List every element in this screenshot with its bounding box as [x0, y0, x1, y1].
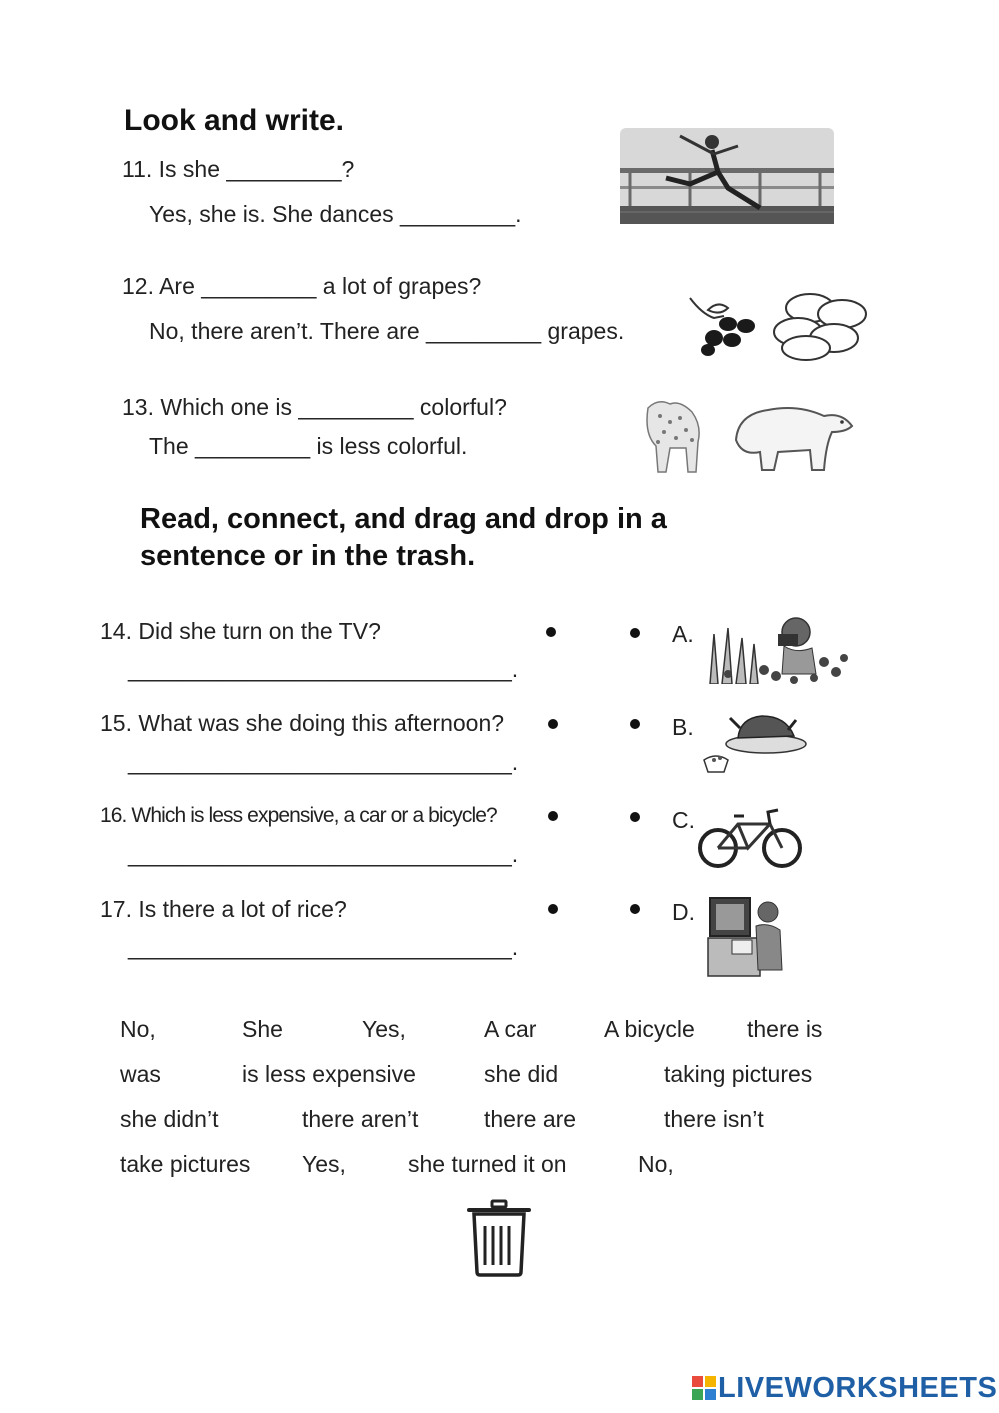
- answer-slot-15[interactable]: ______________________________.: [128, 749, 519, 775]
- option-letter-a: A.: [672, 621, 694, 647]
- word-bank-item[interactable]: there aren’t: [302, 1106, 419, 1132]
- word-bank-item[interactable]: was: [120, 1061, 161, 1087]
- photographer-picture: [704, 614, 850, 684]
- word-bank-item[interactable]: No,: [120, 1016, 156, 1042]
- connect-dot-left-17[interactable]: [548, 904, 558, 914]
- trash-icon[interactable]: [466, 1198, 532, 1278]
- section-title-look-and-write: Look and write.: [124, 104, 345, 137]
- word-bank-item[interactable]: A car: [484, 1016, 537, 1042]
- answer-11: Yes, she is. She dances _________.: [149, 201, 522, 227]
- question-14: 14. Did she turn on the TV?: [100, 618, 381, 644]
- dancer-picture: [620, 128, 834, 224]
- connect-dot-right-c[interactable]: [630, 812, 640, 822]
- lemons-picture: [770, 290, 870, 362]
- word-bank-item[interactable]: Yes,: [362, 1016, 406, 1042]
- word-bank-item[interactable]: she didn’t: [120, 1106, 219, 1132]
- word-bank-item[interactable]: she turned it on: [408, 1151, 567, 1177]
- liveworksheets-brand: LIVEWORKSHEETS: [718, 1372, 998, 1404]
- connect-dot-left-15[interactable]: [548, 719, 558, 729]
- tv-girl-picture: [706, 894, 788, 978]
- connect-dot-right-b[interactable]: [630, 719, 640, 729]
- answer-slot-16[interactable]: ______________________________.: [128, 841, 519, 867]
- option-letter-d: D.: [672, 899, 695, 925]
- section-title-connect-line2: sentence or in the trash.: [140, 540, 476, 572]
- word-bank-item[interactable]: she did: [484, 1061, 559, 1087]
- question-12: 12. Are _________ a lot of grapes?: [122, 273, 482, 299]
- roast-turkey-picture: [700, 708, 810, 780]
- word-bank-item[interactable]: No,: [638, 1151, 674, 1177]
- answer-13: The _________ is less colorful.: [149, 433, 468, 459]
- leopard-picture: [640, 398, 706, 476]
- connect-dot-right-d[interactable]: [630, 904, 640, 914]
- connect-dot-right-a[interactable]: [630, 628, 640, 638]
- grapes-picture: [684, 294, 760, 358]
- question-15: 15. What was she doing this afternoon?: [100, 710, 505, 736]
- word-bank-item[interactable]: A bicycle: [604, 1016, 695, 1042]
- word-bank-item[interactable]: there are: [484, 1106, 577, 1132]
- word-bank-item[interactable]: there is: [747, 1016, 823, 1042]
- section-title-connect-line1: Read, connect, and drag and drop in a: [140, 503, 667, 535]
- bicycle-picture: [698, 806, 804, 868]
- question-13: 13. Which one is _________ colorful?: [122, 394, 507, 420]
- answer-12: No, there aren’t. There are _________ grapes.: [149, 318, 625, 344]
- question-17: 17. Is there a lot of rice?: [100, 896, 347, 922]
- word-bank-item[interactable]: is less expensive: [242, 1061, 416, 1087]
- option-letter-c: C.: [672, 807, 695, 833]
- connect-dot-left-16[interactable]: [548, 811, 558, 821]
- option-letter-b: B.: [672, 714, 694, 740]
- word-bank-item[interactable]: She: [242, 1016, 283, 1042]
- word-bank-item[interactable]: take pictures: [120, 1151, 251, 1177]
- word-bank-item[interactable]: there isn’t: [664, 1106, 764, 1132]
- answer-slot-17[interactable]: ______________________________.: [128, 934, 519, 960]
- liveworksheets-logo-icon: [692, 1376, 716, 1400]
- polar-bear-picture: [728, 400, 856, 474]
- question-11: 11. Is she _________?: [122, 156, 355, 182]
- connect-dot-left-14[interactable]: [546, 627, 556, 637]
- word-bank-item[interactable]: taking pictures: [664, 1061, 813, 1087]
- word-bank-item[interactable]: Yes,: [302, 1151, 346, 1177]
- question-16: 16. Which is less expensive, a car or a bicycle?: [100, 804, 497, 827]
- answer-slot-14[interactable]: ______________________________.: [128, 656, 519, 682]
